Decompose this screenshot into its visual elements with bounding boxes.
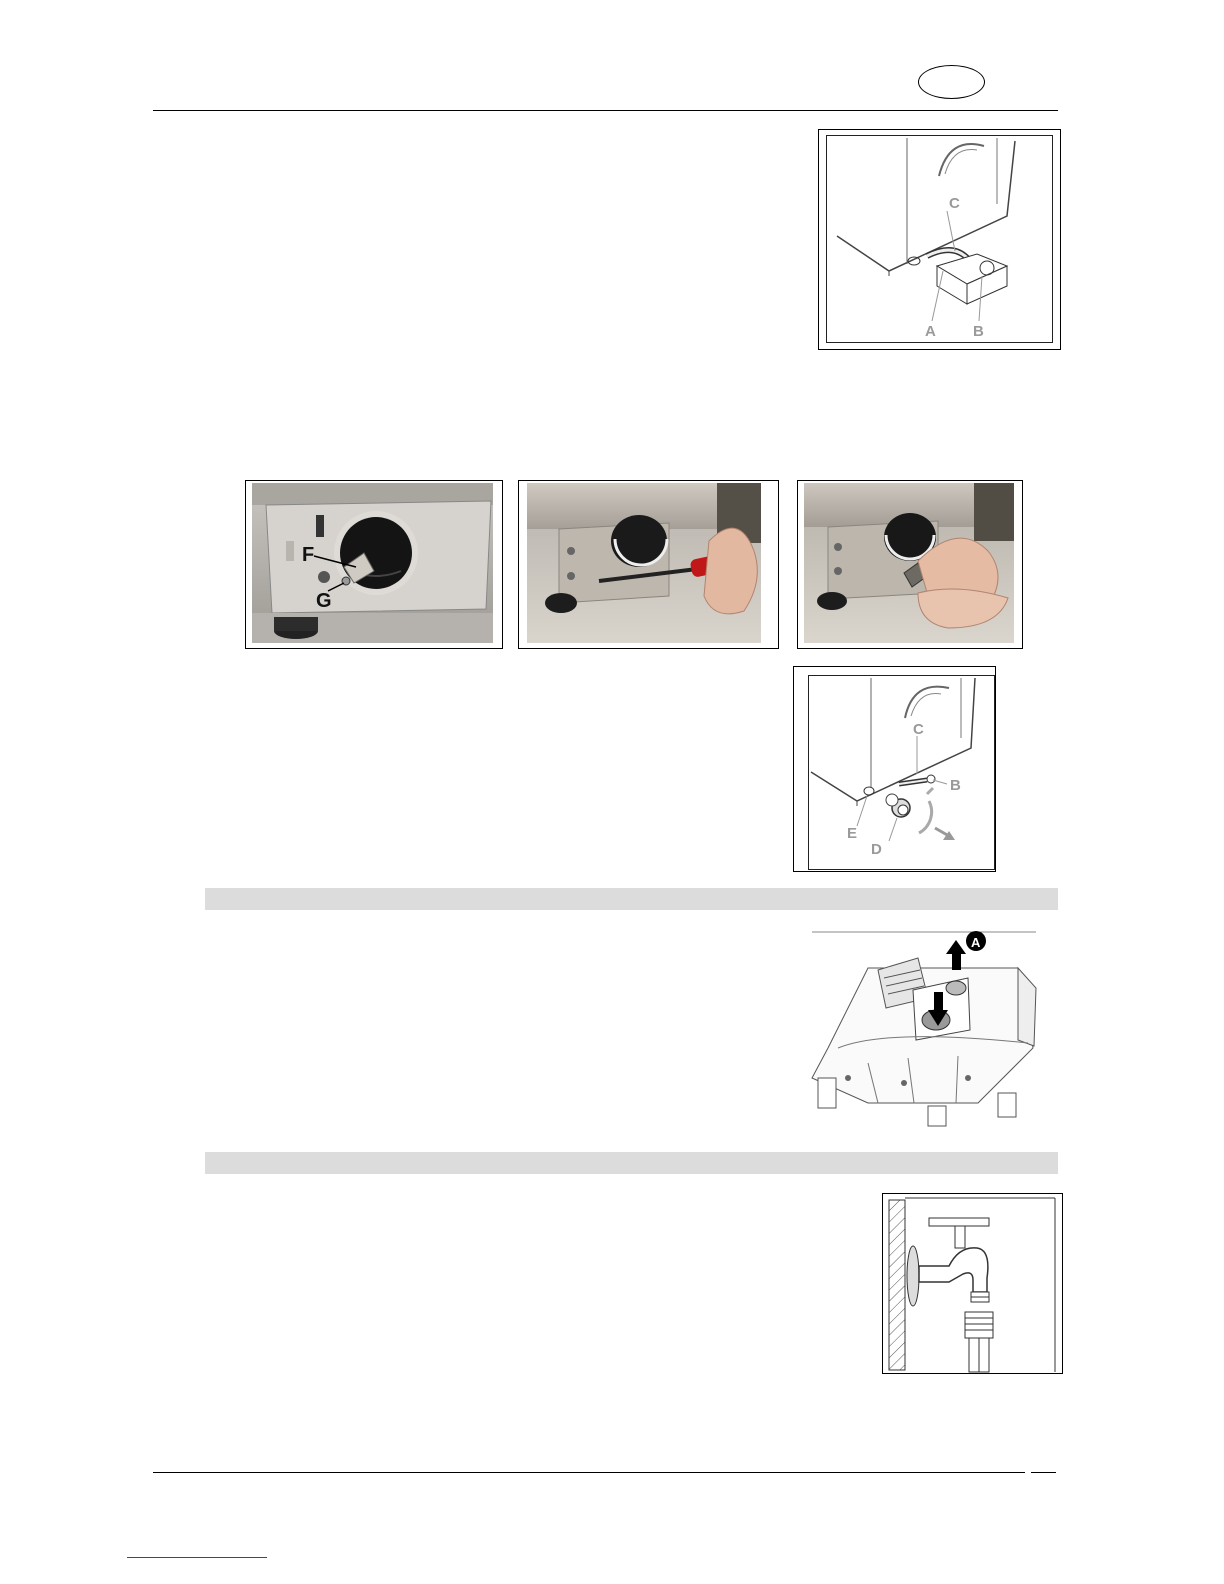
photo-pump-cover-open (245, 480, 503, 649)
label-e: E (847, 825, 858, 842)
label-d: D (871, 841, 882, 858)
footer-rule (153, 1472, 1025, 1473)
water-tap-drawing (883, 1194, 1062, 1373)
figure-water-tap (882, 1193, 1063, 1374)
label-c: C (949, 195, 960, 212)
label-f: F (302, 544, 315, 566)
pump-cover-photo (246, 481, 502, 648)
label-c: C (913, 721, 924, 738)
footer-rule-short (1031, 1472, 1056, 1473)
header-rule (153, 110, 1058, 111)
section-header-band-2 (205, 1152, 1058, 1174)
section-header-band-1 (205, 888, 1058, 910)
pump-filter-drawing (809, 676, 994, 869)
language-badge (918, 65, 985, 99)
label-b: B (973, 323, 984, 340)
photo-remove-filter (797, 480, 1023, 649)
photo-screwdriver (518, 480, 779, 649)
label-a: A (925, 323, 936, 340)
screwdriver-photo (519, 481, 778, 648)
figure-dispenser (808, 928, 1040, 1133)
figure-drain-hose (818, 129, 1061, 350)
figure-pump-filter (793, 666, 996, 872)
drain-hose-drawing (827, 136, 1052, 342)
label-g: G (316, 590, 332, 612)
dispenser-drawing (808, 928, 1040, 1133)
footer-link-underline[interactable] (127, 1557, 267, 1558)
label-b: B (950, 777, 961, 794)
label-a: A (971, 935, 981, 950)
remove-filter-photo (798, 481, 1022, 648)
